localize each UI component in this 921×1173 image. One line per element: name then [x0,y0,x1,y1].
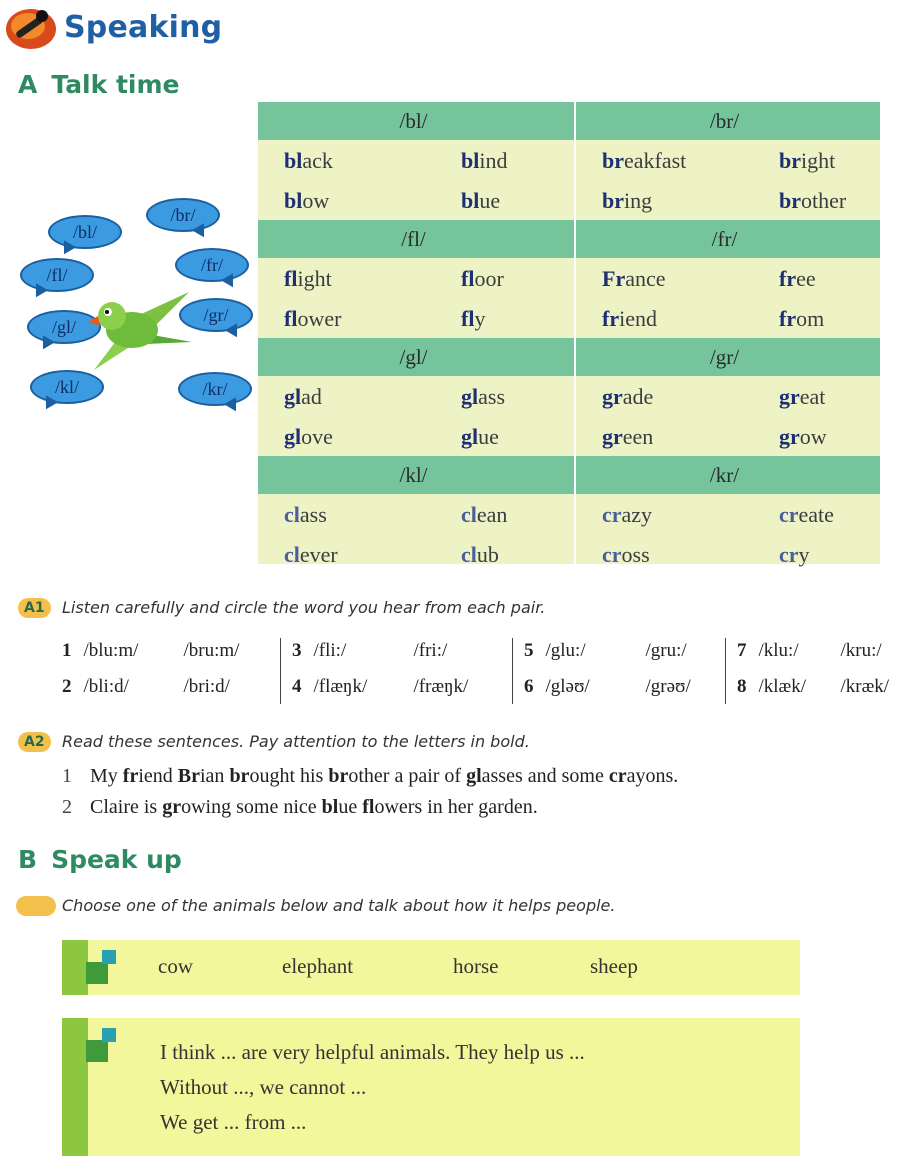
table-word: clever [284,542,338,567]
animal-word: elephant [282,954,354,978]
pronunciation-pair: 3 /fli:/ /fri:/ [292,640,448,661]
table-header-row: /kl/ /kr/ [258,456,880,494]
parrot-illustration [84,282,194,372]
pronunciation-pair: 5 /glu:/ /gru:/ [524,640,687,661]
table-word: flower [284,306,342,331]
section-a-heading: A Talk time [18,70,180,99]
table-word: clean [461,502,508,527]
column-divider [512,638,513,704]
table-word: green [602,424,654,449]
table-word: create [779,502,834,527]
section-b-heading: B Speak up [18,845,182,874]
table-word: flight [284,266,332,291]
bubble-gr: /gr/ [179,298,253,332]
exercise-a2-badge: A2 [18,732,51,752]
squares-icon [86,1028,126,1066]
table-word: breakfast [602,148,687,173]
table-word: club [461,542,499,567]
table-word: blow [284,188,330,213]
table-word: bright [779,148,836,173]
table-word: grow [779,424,827,449]
table-header-row: /fl/ /fr/ [258,220,880,258]
animal-word: cow [158,954,193,978]
bubble-gl: /gl/ [27,310,101,344]
exercise-a2-instruction: Read these sentences. Pay attention to the letters in bold. [62,732,530,751]
bubble-kl: /kl/ [30,370,104,404]
microphone-icon [4,4,58,50]
squares-icon [86,950,126,988]
exercise-b-instruction: Choose one of the animals below and talk about how it helps people. [62,896,616,915]
bubble-fl: /fl/ [20,258,94,292]
pronunciation-pair: 6 /gləʊ/ /grəʊ/ [524,676,691,697]
table-word: glue [461,424,499,449]
table-word: great [779,384,826,409]
animal-word: horse [453,954,499,978]
table-word: from [779,306,825,331]
pronunciation-pair: 7 /klu:/ /kru:/ [737,640,882,661]
sentence-frame: We get ... from ... [160,1110,307,1134]
table-word: brother [779,188,847,213]
bubble-bl: /bl/ [48,215,122,249]
table-word: crazy [602,502,653,527]
table-word: France [602,266,666,291]
sentence-frame: Without ..., we cannot ... [160,1075,367,1099]
table-word: grade [602,384,654,409]
table-divider [574,102,576,564]
table-word: glad [284,384,322,409]
table-word: friend [602,306,657,331]
table-word: blue [461,188,501,213]
table-word: free [779,266,816,291]
table-word: cry [779,542,810,567]
exercise-a1-instruction: Listen carefully and circle the word you hear from each pair. [62,598,546,617]
sentence-frame: I think ... are very helpful animals. They help us ... [160,1040,585,1064]
bubble-kr: /kr/ [178,372,252,406]
table-header-row: /gl/ /gr/ [258,338,880,376]
table-word: cross [602,542,650,567]
table-word: bring [602,188,653,213]
pronunciation-pair: 1 /blu:m/ /bru:m/ [62,640,240,661]
table-word: fly [461,306,486,331]
table-word: glass [461,384,506,409]
phoneme-table [258,102,880,567]
page-title: Speaking [64,10,223,45]
animals-box [62,940,800,995]
pronunciation-pair: 2 /bli:d/ /bri:d/ [62,676,230,697]
exercise-b-badge [16,896,56,916]
sentence-1: 1 My friend Brian brought his brother a pair of glasses and some crayons. [62,765,679,787]
pronunciation-pair: 8 /klæk/ /kræk/ [737,676,890,697]
table-word: black [284,148,333,173]
table-word: class [284,502,327,527]
sentence-2: 2 Claire is growing some nice blue flowers in her garden. [62,796,538,818]
exercise-a1-badge: A1 [18,598,51,618]
pronunciation-pair: 4 /flæŋk/ /fræŋk/ [292,676,469,697]
bubble-br: /br/ [146,198,220,232]
table-word: glove [284,424,333,449]
sentence-frames-box [62,1018,800,1156]
column-divider [725,638,726,704]
table-word: floor [461,266,504,291]
table-word: blind [461,148,508,173]
column-divider [280,638,281,704]
table-header-row: /bl/ /br/ [258,102,880,140]
animal-word: sheep [590,954,638,978]
bubble-fr: /fr/ [175,248,249,282]
